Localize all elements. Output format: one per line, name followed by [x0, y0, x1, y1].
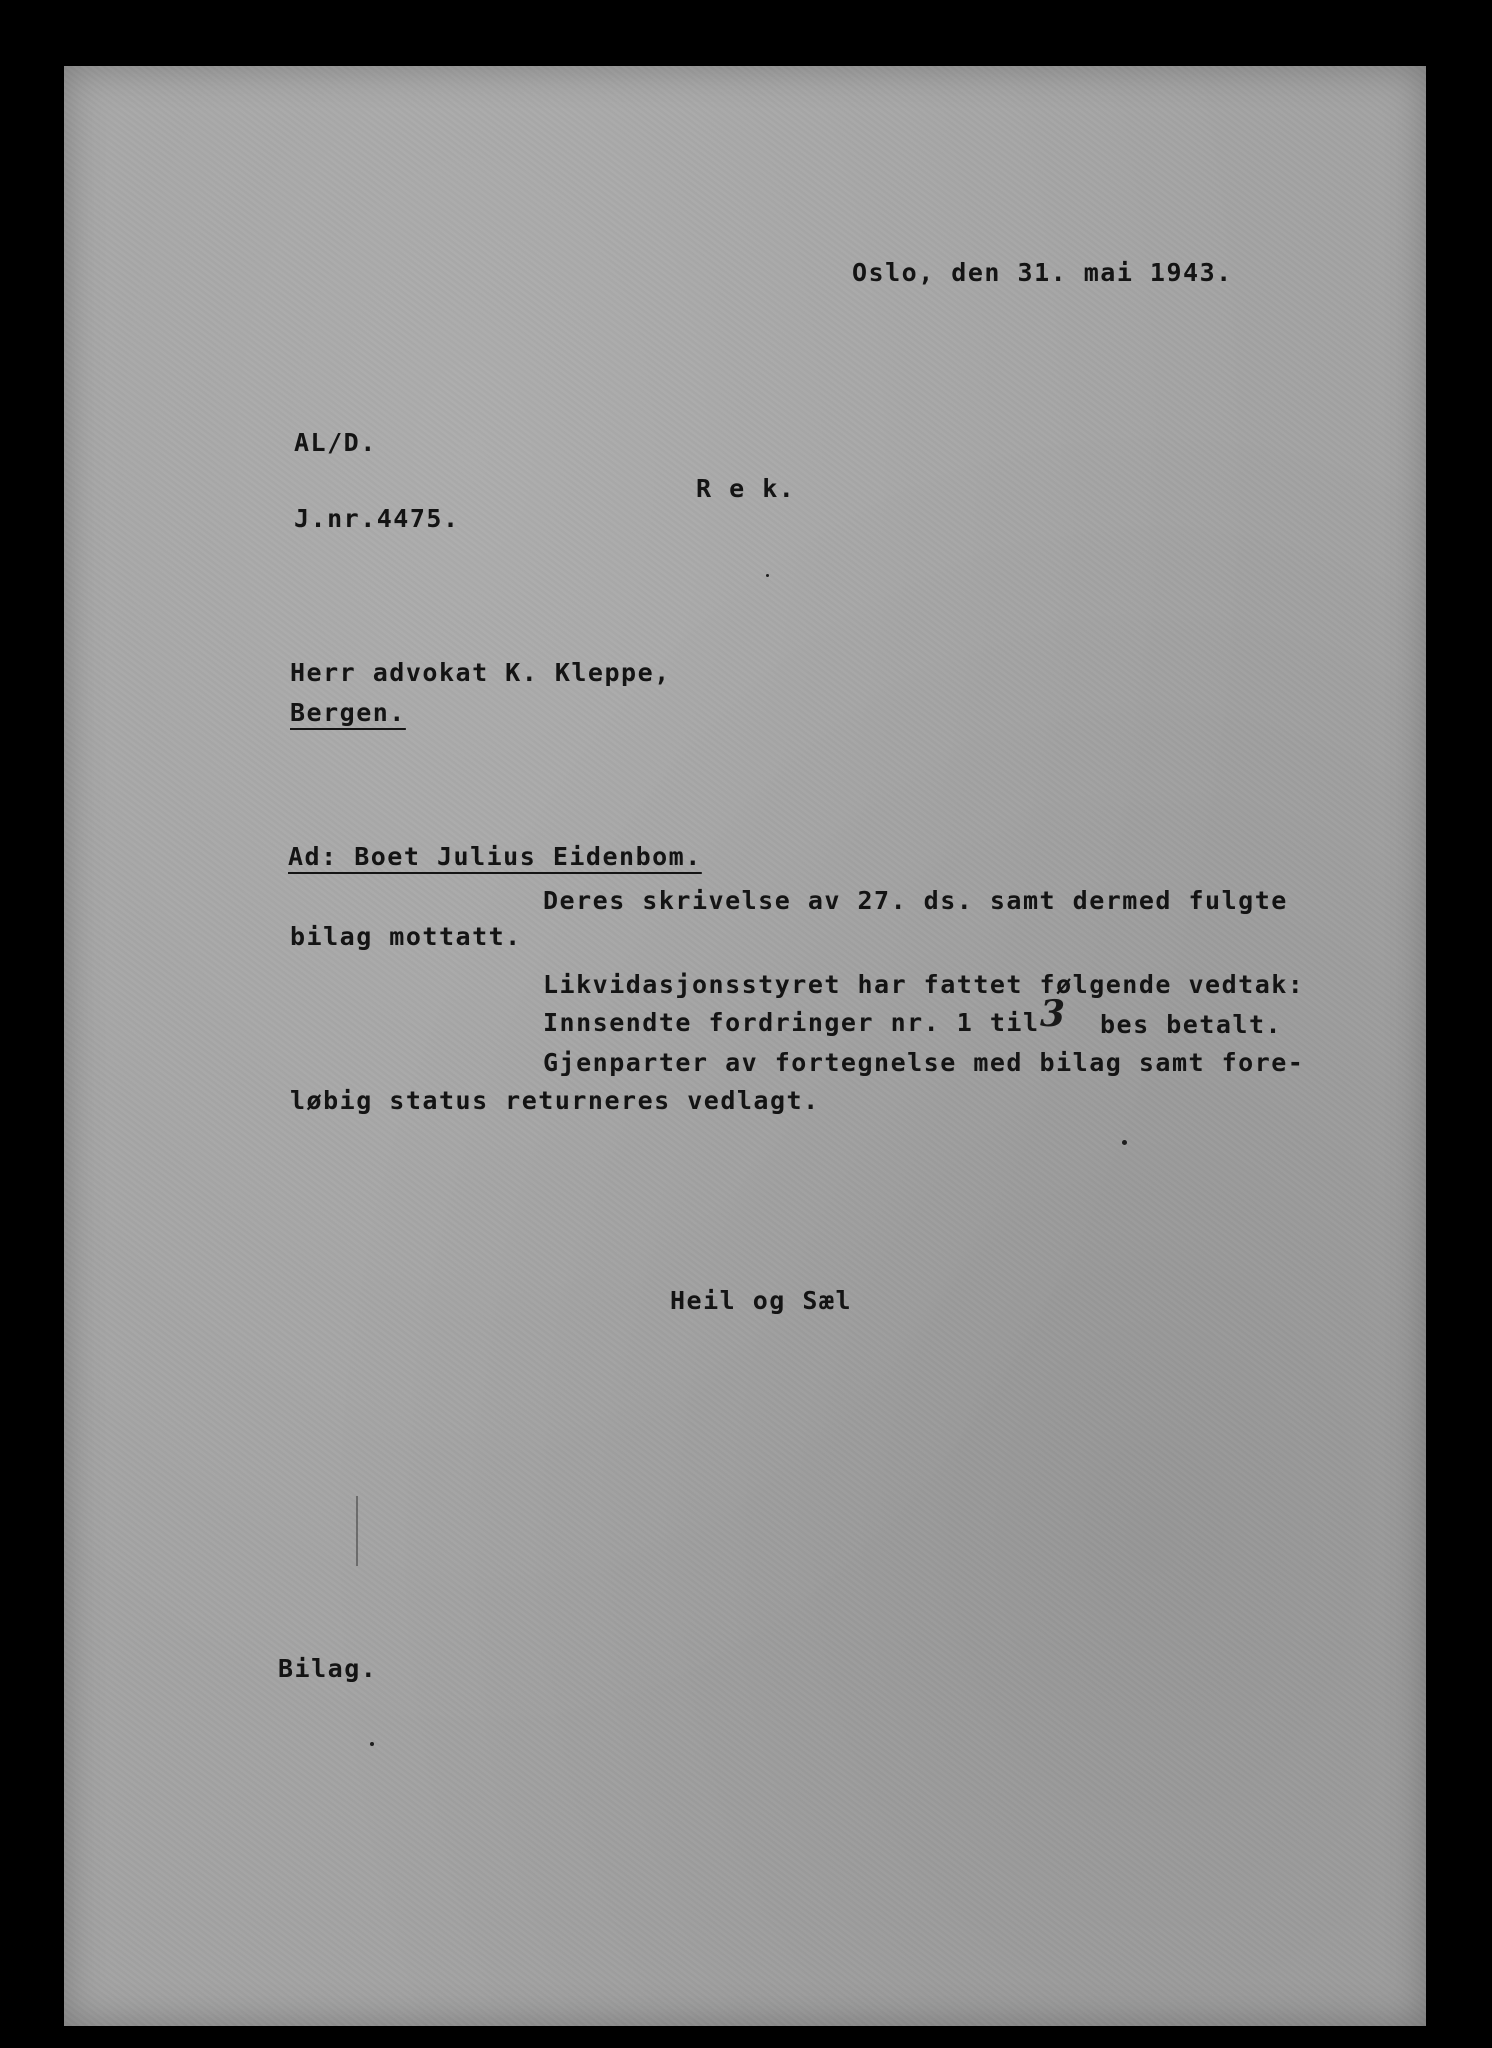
- recipient-city: Bergen.: [290, 698, 406, 727]
- body-line-5: Gjenparter av fortegnelse med bilag samt fore-: [543, 1048, 1305, 1077]
- body-line-1: Deres skrivelse av 27. ds. samt dermed fulgte: [543, 886, 1288, 915]
- ink-speck: [370, 1742, 374, 1746]
- recipient-name: Herr advokat K. Kleppe,: [290, 658, 671, 687]
- body-line-6: løbig status returneres vedlagt.: [290, 1086, 820, 1115]
- journal-number: J.nr.4475.: [294, 504, 460, 533]
- date-line: Oslo, den 31. mai 1943.: [852, 258, 1233, 287]
- handwritten-number: 3: [1040, 993, 1066, 1035]
- body-line-4-prefix: Innsendte fordringer nr. 1 til: [543, 1008, 1040, 1037]
- ink-speck: [766, 574, 769, 577]
- letter-page: [64, 66, 1426, 2026]
- closing-salutation: Heil og Sæl: [670, 1286, 853, 1315]
- enclosure-note: Bilag.: [278, 1654, 378, 1683]
- paper-crease: [356, 1496, 358, 1566]
- subject-line: Ad: Boet Julius Eidenbom.: [288, 842, 702, 871]
- registered-mark: R e k.: [696, 474, 796, 503]
- body-line-3: Likvidasjonsstyret har fattet følgende vedtak:: [543, 970, 1305, 999]
- reference-initials: AL/D.: [294, 428, 377, 457]
- body-line-4-suffix: bes betalt.: [1100, 1010, 1283, 1039]
- ink-speck: [1122, 1140, 1127, 1145]
- body-line-2: bilag mottatt.: [290, 922, 522, 951]
